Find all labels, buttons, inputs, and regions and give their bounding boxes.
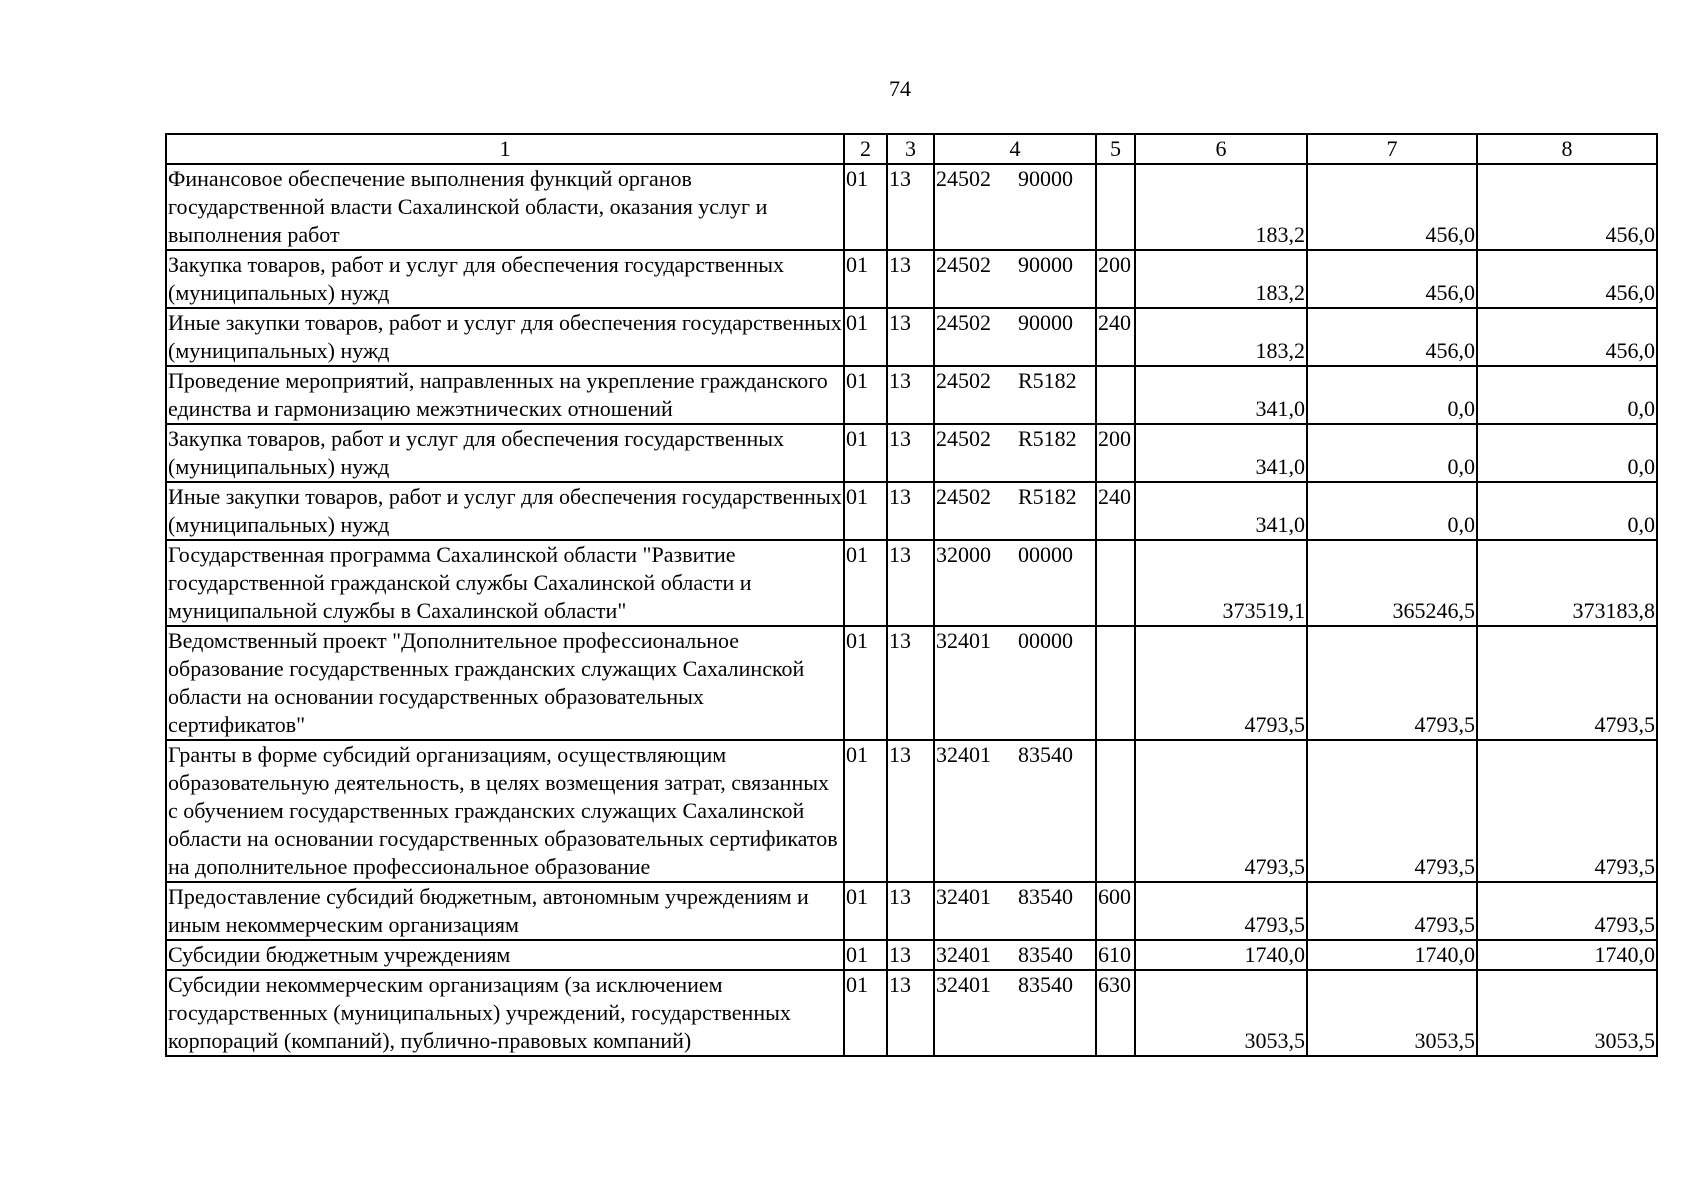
- subsection-code: 13: [887, 250, 934, 308]
- direction-code: R5182: [1018, 426, 1077, 451]
- section-code: 01: [844, 540, 887, 626]
- table-row: [166, 366, 1657, 424]
- target-article-code: [934, 250, 1096, 308]
- expense-type-code: 240: [1096, 308, 1135, 366]
- amount-col7: 4793,5: [1307, 626, 1477, 740]
- target-article-code: [934, 882, 1096, 940]
- section-code: 01: [844, 164, 887, 250]
- amount-col8: 373183,8: [1477, 540, 1657, 626]
- direction-code: 00000: [1018, 628, 1073, 653]
- direction-code: 90000: [1018, 166, 1073, 191]
- amount-col6: 183,2: [1135, 308, 1307, 366]
- amount-col7: 0,0: [1307, 482, 1477, 540]
- row-name: Проведение мероприятий, направленных на укрепление гражданского единства и гармонизацию межэтнических отношений: [166, 366, 844, 424]
- column-header: 3: [887, 134, 934, 164]
- row-name: Иные закупки товаров, работ и услуг для обеспечения государственных (муниципальных) нужд: [166, 308, 844, 366]
- direction-code: 90000: [1018, 310, 1073, 335]
- column-header: 2: [844, 134, 887, 164]
- program-code: 24502: [936, 484, 991, 509]
- section-code: 01: [844, 882, 887, 940]
- amount-col8: 3053,5: [1477, 970, 1657, 1056]
- expense-type-code: [1096, 540, 1135, 626]
- amount-col8: 456,0: [1477, 308, 1657, 366]
- amount-col8: 1740,0: [1477, 940, 1657, 970]
- table-row: [166, 970, 1657, 1056]
- expense-type-code: 240: [1096, 482, 1135, 540]
- direction-code: 83540: [1018, 942, 1073, 967]
- amount-col6: 4793,5: [1135, 626, 1307, 740]
- column-header: 1: [166, 134, 844, 164]
- section-code: 01: [844, 424, 887, 482]
- row-name: Закупка товаров, работ и услуг для обеспечения государственных (муниципальных) нужд: [166, 250, 844, 308]
- program-code: 24502: [936, 252, 991, 277]
- program-code: 24502: [936, 426, 991, 451]
- amount-col6: 341,0: [1135, 366, 1307, 424]
- amount-col6: 4793,5: [1135, 740, 1307, 882]
- subsection-code: 13: [887, 308, 934, 366]
- row-name: Закупка товаров, работ и услуг для обеспечения государственных (муниципальных) нужд: [166, 424, 844, 482]
- amount-col7: 0,0: [1307, 424, 1477, 482]
- budget-table: [165, 133, 1658, 1057]
- row-name: Гранты в форме субсидий организациям, осуществляющим образовательную деятельность, в целях возмещения затрат, связанных с обучением государственных гражданских служащих Сахалинской области на основании государственных образовательных сертификатов на дополнительное профессиональное образование: [166, 740, 844, 882]
- target-article-code: [934, 424, 1096, 482]
- amount-col8: 0,0: [1477, 482, 1657, 540]
- amount-col6: 183,2: [1135, 164, 1307, 250]
- expense-type-code: [1096, 366, 1135, 424]
- subsection-code: 13: [887, 540, 934, 626]
- amount-col6: 341,0: [1135, 482, 1307, 540]
- table-row: [166, 940, 1657, 970]
- target-article-code: [934, 482, 1096, 540]
- target-article-code: [934, 970, 1096, 1056]
- target-article-code: [934, 740, 1096, 882]
- subsection-code: 13: [887, 366, 934, 424]
- table-body: [166, 164, 1657, 1056]
- amount-col7: 365246,5: [1307, 540, 1477, 626]
- table-row: [166, 540, 1657, 626]
- subsection-code: 13: [887, 424, 934, 482]
- section-code: 01: [844, 250, 887, 308]
- column-header: 6: [1135, 134, 1307, 164]
- column-header-row: [166, 134, 1657, 164]
- program-code: 32401: [936, 628, 991, 653]
- amount-col8: 4793,5: [1477, 626, 1657, 740]
- section-code: 01: [844, 482, 887, 540]
- amount-col8: 456,0: [1477, 250, 1657, 308]
- amount-col6: 4793,5: [1135, 882, 1307, 940]
- row-name: Государственная программа Сахалинской области "Развитие государственной гражданской службы Сахалинской области и муниципальной службы в Сахалинской области": [166, 540, 844, 626]
- program-code: 24502: [936, 166, 991, 191]
- amount-col7: 1740,0: [1307, 940, 1477, 970]
- direction-code: R5182: [1018, 484, 1077, 509]
- direction-code: 83540: [1018, 742, 1073, 767]
- program-code: 32401: [936, 942, 991, 967]
- amount-col7: 4793,5: [1307, 740, 1477, 882]
- expense-type-code: 610: [1096, 940, 1135, 970]
- amount-col8: 0,0: [1477, 366, 1657, 424]
- target-article-code: [934, 540, 1096, 626]
- amount-col6: 183,2: [1135, 250, 1307, 308]
- program-code: 32401: [936, 972, 991, 997]
- direction-code: 90000: [1018, 252, 1073, 277]
- section-code: 01: [844, 308, 887, 366]
- amount-col7: 456,0: [1307, 164, 1477, 250]
- program-code: 32000: [936, 542, 991, 567]
- expense-type-code: 600: [1096, 882, 1135, 940]
- table-row: [166, 882, 1657, 940]
- program-code: 32401: [936, 742, 991, 767]
- amount-col6: 1740,0: [1135, 940, 1307, 970]
- target-article-code: [934, 366, 1096, 424]
- expense-type-code: 630: [1096, 970, 1135, 1056]
- table-row: [166, 308, 1657, 366]
- column-header: 5: [1096, 134, 1135, 164]
- table-row: [166, 482, 1657, 540]
- target-article-code: [934, 940, 1096, 970]
- expense-type-code: 200: [1096, 424, 1135, 482]
- expense-type-code: [1096, 164, 1135, 250]
- amount-col8: 456,0: [1477, 164, 1657, 250]
- program-code: 32401: [936, 884, 991, 909]
- section-code: 01: [844, 970, 887, 1056]
- amount-col7: 456,0: [1307, 250, 1477, 308]
- target-article-code: [934, 308, 1096, 366]
- amount-col7: 456,0: [1307, 308, 1477, 366]
- direction-code: 83540: [1018, 884, 1073, 909]
- amount-col7: 4793,5: [1307, 882, 1477, 940]
- program-code: 24502: [936, 310, 991, 335]
- column-header: 8: [1477, 134, 1657, 164]
- table-row: [166, 250, 1657, 308]
- amount-col6: 3053,5: [1135, 970, 1307, 1056]
- direction-code: 83540: [1018, 972, 1073, 997]
- row-name: Предоставление субсидий бюджетным, автономным учреждениям и иным некоммерческим организациям: [166, 882, 844, 940]
- section-code: 01: [844, 940, 887, 970]
- amount-col8: 0,0: [1477, 424, 1657, 482]
- expense-type-code: [1096, 626, 1135, 740]
- target-article-code: [934, 626, 1096, 740]
- subsection-code: 13: [887, 740, 934, 882]
- amount-col8: 4793,5: [1477, 882, 1657, 940]
- subsection-code: 13: [887, 882, 934, 940]
- row-name: Ведомственный проект "Дополнительное профессиональное образование государственных гражданских служащих Сахалинской области на основании государственных образовательных сертификатов": [166, 626, 844, 740]
- table-row: [166, 740, 1657, 882]
- subsection-code: 13: [887, 626, 934, 740]
- row-name: Субсидии бюджетным учреждениям: [166, 940, 844, 970]
- section-code: 01: [844, 366, 887, 424]
- page-number: 74: [889, 76, 911, 101]
- row-name: Субсидии некоммерческим организациям (за исключением государственных (муниципальных) учреждений, государственных корпораций (компаний), публично-правовых компаний): [166, 970, 844, 1056]
- amount-col8: 4793,5: [1477, 740, 1657, 882]
- subsection-code: 13: [887, 940, 934, 970]
- column-header: 7: [1307, 134, 1477, 164]
- row-name: Иные закупки товаров, работ и услуг для обеспечения государственных (муниципальных) нужд: [166, 482, 844, 540]
- table-row: [166, 164, 1657, 250]
- expense-type-code: 200: [1096, 250, 1135, 308]
- direction-code: 00000: [1018, 542, 1073, 567]
- subsection-code: 13: [887, 970, 934, 1056]
- subsection-code: 13: [887, 164, 934, 250]
- amount-col6: 373519,1: [1135, 540, 1307, 626]
- amount-col7: 0,0: [1307, 366, 1477, 424]
- expense-type-code: [1096, 740, 1135, 882]
- amount-col6: 341,0: [1135, 424, 1307, 482]
- table-row: [166, 626, 1657, 740]
- program-code: 24502: [936, 368, 991, 393]
- section-code: 01: [844, 740, 887, 882]
- target-article-code: [934, 164, 1096, 250]
- table-row: [166, 424, 1657, 482]
- direction-code: R5182: [1018, 368, 1077, 393]
- row-name: Финансовое обеспечение выполнения функций органов государственной власти Сахалинской области, оказания услуг и выполнения работ: [166, 164, 844, 250]
- column-header: 4: [934, 134, 1096, 164]
- section-code: 01: [844, 626, 887, 740]
- subsection-code: 13: [887, 482, 934, 540]
- amount-col7: 3053,5: [1307, 970, 1477, 1056]
